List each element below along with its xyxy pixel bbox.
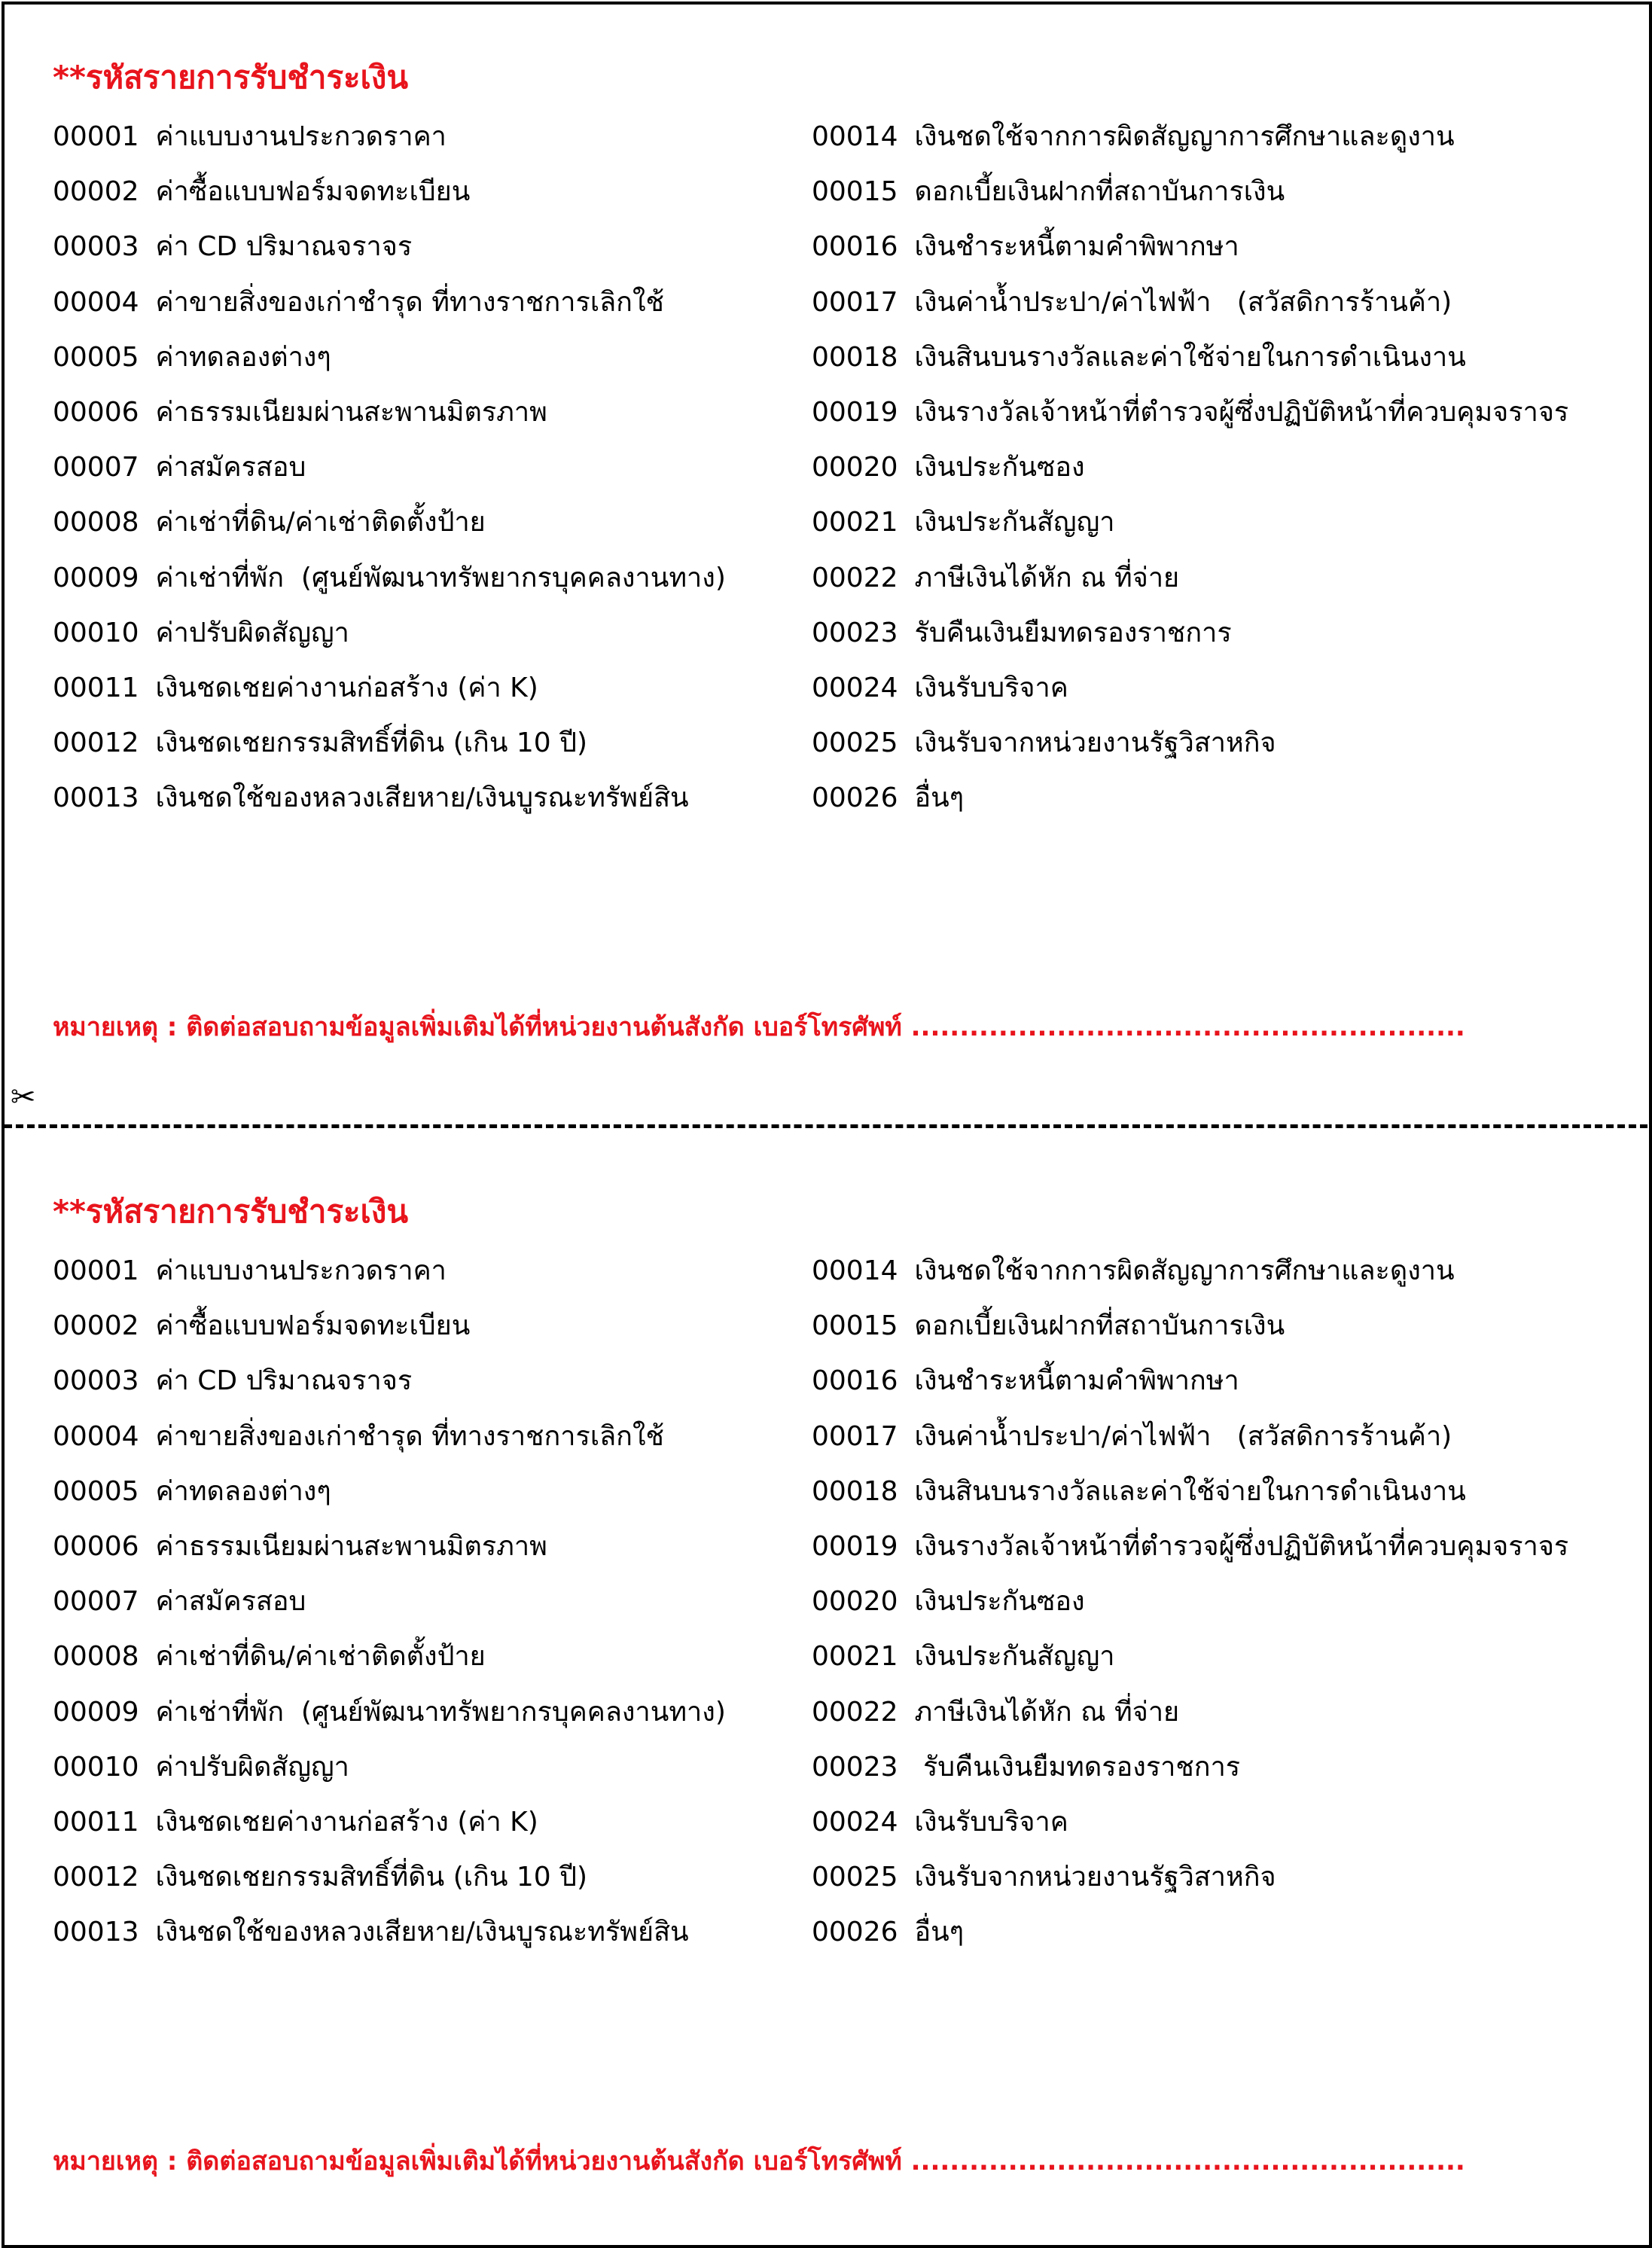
code-number: 00011 [53, 1807, 139, 1838]
code-number: 00017 [812, 286, 898, 318]
code-number: 00007 [53, 452, 139, 483]
code-number: 00002 [53, 176, 139, 208]
code-number: 00020 [812, 452, 898, 483]
code-row [812, 1585, 1085, 1618]
code-number: 00001 [53, 1255, 139, 1286]
code-number: 00021 [812, 1641, 898, 1673]
code-label: เงินสินบนรางวัลและค่าใช้จ่ายในการดำเนินงาน [914, 1475, 1466, 1507]
code-row [53, 1751, 349, 1784]
code-row [53, 617, 349, 650]
code-label: ค่าสมัครสอบ [155, 452, 306, 483]
section-title: **รหัสรายการรับชำระเงิน [53, 59, 409, 96]
code-label: ค่าแบบงานประกวดราคา [155, 121, 447, 152]
code-label: ค่าซื้อแบบฟอร์มจดทะเบียน [155, 1310, 471, 1342]
code-row [53, 1475, 331, 1508]
code-label: เงินชดเชยค่างานก่อสร้าง (ค่า K) [155, 673, 538, 703]
code-row [812, 175, 1285, 209]
contact-note: หมายเหตุ : ติดต่อสอบถามข้อมูลเพิ่มเติมได้ที่หน่วยงานต้นสังกัด เบอร์โทรศัพท์ ......................................................... [53, 1012, 1465, 1042]
code-row [53, 1806, 538, 1839]
code-label: ค่า CD ปริมาณจราจร [155, 231, 413, 263]
code-number: 00010 [53, 1751, 139, 1783]
code-row [53, 1365, 412, 1398]
code-number: 00001 [53, 121, 139, 152]
code-row [812, 562, 1179, 595]
code-row [812, 396, 1568, 429]
code-number: 00006 [53, 397, 139, 428]
code-label: รับคืนเงินยืมทดรองราชการ [914, 617, 1232, 648]
code-row [812, 1916, 964, 1949]
code-label: เงินรับจากหน่วยงานรัฐวิสาหกิจ [914, 727, 1276, 759]
code-label: ค่าทดลองต่างๆ [155, 341, 331, 373]
code-label: ดอกเบี้ยเงินฝากที่สถาบันการเงิน [914, 1310, 1285, 1342]
code-number: 00005 [53, 341, 139, 373]
code-number: 00016 [812, 1365, 898, 1397]
code-number: 00018 [812, 1475, 898, 1507]
code-label: เงินรางวัลเจ้าหน้าที่ตำรวจผู้ซึ่งปฏิบัติหน้าที่ควบคุมจราจร [914, 1531, 1569, 1562]
code-row [53, 1916, 689, 1949]
code-number: 00019 [812, 397, 898, 428]
code-label: เงินชำระหนี้ตามคำพิพากษา [914, 1365, 1239, 1397]
code-label: ค่าขายสิ่งของเก่าชำรุด ที่ทางราชการเลิกใช้ [155, 286, 664, 318]
code-number: 00010 [53, 617, 139, 648]
code-label: เงินรับบริจาค [914, 673, 1068, 703]
code-label: เงินประกันสัญญา [914, 507, 1115, 538]
code-number: 00004 [53, 1420, 139, 1452]
code-row [53, 1861, 587, 1894]
code-number: 00015 [812, 176, 898, 208]
code-label: เงินสินบนรางวัลและค่าใช้จ่ายในการดำเนินงาน [914, 341, 1466, 373]
code-row [812, 230, 1239, 264]
scissors-icon: ✂ [11, 1080, 36, 1115]
code-label: ค่าธรรมเนียมผ่านสะพานมิตรภาพ [155, 1531, 547, 1562]
code-label: ภาษีเงินได้หัก ณ ที่จ่าย [914, 1696, 1180, 1728]
code-label: เงินชดใช้ของหลวงเสียหาย/เงินบูรณะทรัพย์สิน [155, 782, 689, 814]
code-label: ค่าเช่าที่พัก (ศูนย์พัฒนาทรัพยากรบุคคลงานทาง) [155, 562, 726, 593]
code-label: ค่าทดลองต่างๆ [155, 1475, 331, 1507]
code-number: 00011 [53, 673, 139, 703]
code-row [812, 672, 1068, 705]
code-row [53, 1420, 664, 1453]
code-row [812, 120, 1455, 154]
code-label: เงินรางวัลเจ้าหน้าที่ตำรวจผู้ซึ่งปฏิบัติหน้าที่ควบคุมจราจร [914, 397, 1569, 428]
code-label: เงินชำระหนี้ตามคำพิพากษา [914, 231, 1239, 263]
code-number: 00022 [812, 1696, 898, 1728]
code-row [812, 1640, 1115, 1673]
cut-line [5, 1124, 1647, 1128]
code-row [53, 1640, 486, 1673]
code-row [812, 1806, 1068, 1839]
code-row [812, 451, 1085, 484]
code-row [812, 286, 1452, 319]
code-label: ค่าซื้อแบบฟอร์มจดทะเบียน [155, 176, 471, 208]
code-number: 00012 [53, 1862, 139, 1893]
code-number: 00015 [812, 1310, 898, 1342]
code-label: ค่าเช่าที่ดิน/ค่าเช่าติดตั้งป้าย [155, 1641, 486, 1673]
code-label: เงินประกันซอง [914, 452, 1085, 483]
code-row [53, 230, 412, 264]
code-number: 00002 [53, 1310, 139, 1342]
code-number: 00009 [53, 1696, 139, 1728]
code-row [812, 1255, 1455, 1288]
code-number: 00004 [53, 286, 139, 318]
code-number: 00017 [812, 1420, 898, 1452]
code-number: 00013 [53, 1917, 139, 1948]
code-number: 00025 [812, 727, 898, 759]
code-number: 00026 [812, 1917, 898, 1948]
code-number: 00014 [812, 121, 898, 152]
code-row [53, 120, 447, 154]
code-row [53, 286, 664, 319]
code-label: อื่นๆ [914, 782, 965, 814]
code-number: 00007 [53, 1586, 139, 1618]
code-number: 00022 [812, 562, 898, 593]
code-label: ค่าขายสิ่งของเก่าชำรุด ที่ทางราชการเลิกใช้ [155, 1420, 664, 1452]
code-label: ค่าเช่าที่พัก (ศูนย์พัฒนาทรัพยากรบุคคลงานทาง) [155, 1696, 726, 1728]
code-row [812, 506, 1115, 539]
code-row [53, 451, 306, 484]
code-number: 00006 [53, 1531, 139, 1562]
code-row [53, 562, 726, 595]
code-row [812, 1530, 1568, 1563]
code-label: ดอกเบี้ยเงินฝากที่สถาบันการเงิน [914, 176, 1285, 208]
code-row [812, 617, 1232, 650]
section-title: **รหัสรายการรับชำระเงิน [53, 1193, 409, 1230]
code-label: อื่นๆ [914, 1917, 965, 1948]
code-row [812, 782, 964, 815]
code-row [812, 1696, 1179, 1729]
code-row [812, 1365, 1239, 1398]
code-label: เงินรับบริจาค [914, 1807, 1068, 1838]
code-row [53, 1696, 726, 1729]
code-row [53, 1255, 447, 1288]
code-number: 00008 [53, 507, 139, 538]
code-number: 00024 [812, 673, 898, 703]
code-row [812, 1861, 1276, 1894]
code-number: 00024 [812, 1807, 898, 1838]
code-number: 00005 [53, 1475, 139, 1507]
code-label: เงินชดใช้จากการผิดสัญญาการศึกษาและดูงาน [914, 1255, 1455, 1286]
code-number: 00012 [53, 727, 139, 759]
code-row [53, 396, 547, 429]
code-row [53, 1585, 306, 1618]
code-label: เงินค่าน้ำประปา/ค่าไฟฟ้า (สวัสดิการร้านค้า) [914, 286, 1452, 318]
code-number: 00025 [812, 1862, 898, 1893]
code-row [812, 727, 1276, 760]
code-label: ค่าสมัครสอบ [155, 1586, 306, 1618]
code-row [53, 506, 486, 539]
code-row [53, 175, 470, 209]
code-label: เงินชดเชยกรรมสิทธิ์ที่ดิน (เกิน 10 ปี) [155, 1862, 588, 1893]
code-label: เงินชดเชยค่างานก่อสร้าง (ค่า K) [155, 1807, 538, 1838]
code-row [53, 1310, 470, 1343]
code-row [812, 341, 1466, 374]
code-label: ค่า CD ปริมาณจราจร [155, 1365, 413, 1397]
code-row [812, 1751, 1240, 1784]
code-label: เงินค่าน้ำประปา/ค่าไฟฟ้า (สวัสดิการร้านค้า) [914, 1420, 1452, 1452]
code-number: 00020 [812, 1586, 898, 1618]
contact-note: หมายเหตุ : ติดต่อสอบถามข้อมูลเพิ่มเติมได้ที่หน่วยงานต้นสังกัด เบอร์โทรศัพท์ ......................................................... [53, 2146, 1465, 2176]
code-row [812, 1420, 1452, 1453]
code-label: ค่าแบบงานประกวดราคา [155, 1255, 447, 1286]
code-row [53, 341, 331, 374]
code-row [53, 782, 689, 815]
code-label: ภาษีเงินได้หัก ณ ที่จ่าย [914, 562, 1180, 593]
code-label: เงินชดใช้ของหลวงเสียหาย/เงินบูรณะทรัพย์สิน [155, 1917, 689, 1948]
code-label: เงินชดเชยกรรมสิทธิ์ที่ดิน (เกิน 10 ปี) [155, 727, 588, 759]
code-label: รับคืนเงินยืมทดรองราชการ [914, 1751, 1241, 1783]
code-label: เงินรับจากหน่วยงานรัฐวิสาหกิจ [914, 1862, 1276, 1893]
code-number: 00023 [812, 1751, 898, 1783]
code-number: 00013 [53, 782, 139, 814]
code-row [53, 1530, 547, 1563]
code-number: 00008 [53, 1641, 139, 1673]
code-number: 00018 [812, 341, 898, 373]
code-number: 00016 [812, 231, 898, 263]
code-number: 00003 [53, 1365, 139, 1397]
code-label: เงินประกันสัญญา [914, 1641, 1115, 1673]
code-label: เงินชดใช้จากการผิดสัญญาการศึกษาและดูงาน [914, 121, 1455, 152]
code-number: 00019 [812, 1531, 898, 1562]
code-row [53, 727, 587, 760]
code-label: ค่าปรับผิดสัญญา [155, 617, 349, 648]
code-number: 00021 [812, 507, 898, 538]
code-label: ค่าเช่าที่ดิน/ค่าเช่าติดตั้งป้าย [155, 507, 486, 538]
code-label: ค่าปรับผิดสัญญา [155, 1751, 349, 1783]
code-number: 00023 [812, 617, 898, 648]
code-label: เงินประกันซอง [914, 1586, 1085, 1618]
code-row [812, 1310, 1285, 1343]
code-row [812, 1475, 1466, 1508]
code-number: 00026 [812, 782, 898, 814]
code-number: 00014 [812, 1255, 898, 1286]
code-label: ค่าธรรมเนียมผ่านสะพานมิตรภาพ [155, 397, 547, 428]
code-number: 00009 [53, 562, 139, 593]
code-row [53, 672, 538, 705]
code-number: 00003 [53, 231, 139, 263]
